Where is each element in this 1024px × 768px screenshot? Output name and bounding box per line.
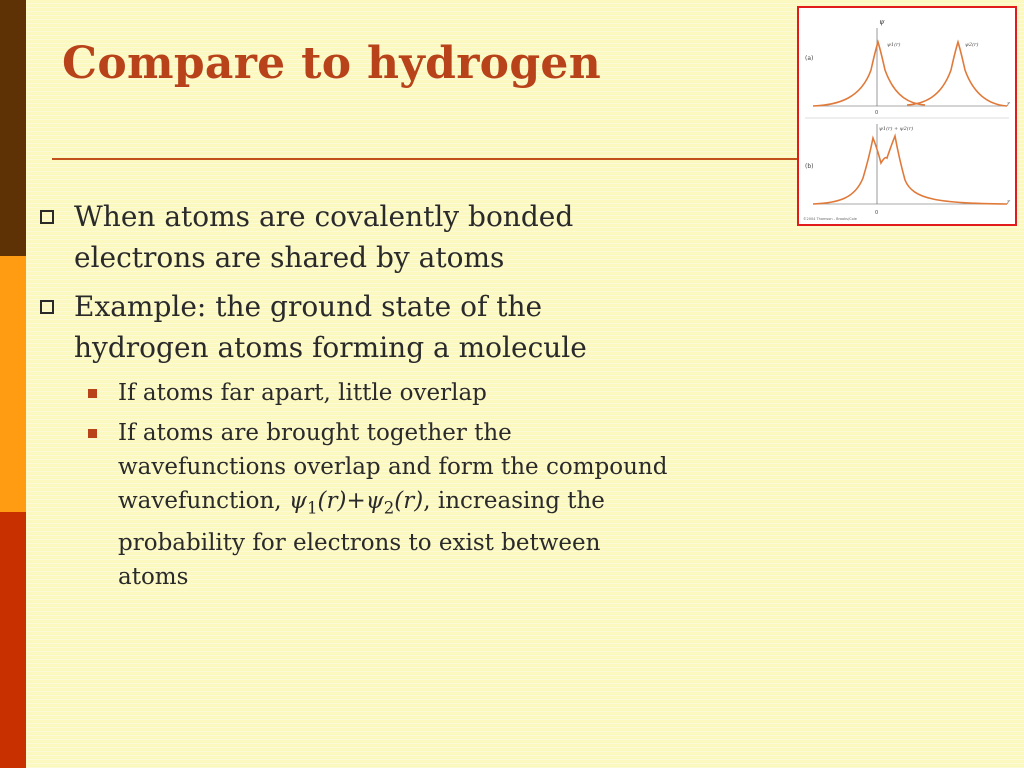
slide-title: Compare to hydrogen (62, 38, 601, 89)
bullet-list (38, 196, 678, 600)
sub-bullet-item (118, 376, 678, 410)
sum-label: ψ1(r) + ψ2(r) (879, 126, 914, 132)
psi1-argument: (r) (317, 488, 347, 514)
sub-bullet-text: If atoms far apart, little overlap (118, 380, 487, 406)
side-bar-middle (0, 256, 26, 512)
psi2-subscript: 2 (383, 498, 395, 518)
plus-sign: + (346, 488, 366, 514)
hollow-square-bullet-icon (40, 300, 54, 314)
psi2-curve (907, 42, 1007, 106)
panel-b-label: (b) (805, 163, 814, 170)
bullet-item (38, 196, 678, 278)
psi1-label: ψ1(r) (887, 42, 901, 48)
sub-bullet-item (118, 416, 678, 594)
filled-square-bullet-icon (88, 389, 97, 398)
wavefunction-diagram (799, 8, 1015, 224)
psi2-argument: (r) (394, 488, 424, 514)
sum-curve (813, 136, 1007, 204)
panel-a-origin: 0 (875, 110, 879, 116)
panel-a-label: (a) (805, 55, 814, 62)
bullet-text: When atoms are covalently bonded electrons are shared by atoms (74, 200, 574, 274)
panel-a-y-label: ψ (879, 18, 885, 26)
hollow-square-bullet-icon (40, 210, 54, 224)
psi2-label: ψ2(r) (965, 42, 979, 48)
bullet-item (38, 286, 678, 368)
sub-bullet-text-before: If atoms are brought together the wavefunctions overlap and form the compound wavefunction, (118, 420, 668, 514)
title-underline (52, 158, 812, 160)
sub-bullet-text-after: , increasing the probability for electrons to exist between atoms (118, 488, 605, 590)
filled-square-bullet-icon (88, 429, 97, 438)
panel-a-x-label: r (1007, 101, 1010, 108)
side-bar-top (0, 0, 26, 256)
panel-b-origin: 0 (875, 210, 879, 216)
figure-credit: ©2004 Thomson - Brooks/Cole (803, 217, 857, 221)
panel-b-x-label: r (1007, 199, 1010, 206)
psi1-curve (813, 42, 925, 106)
psi1-symbol: ψ (288, 488, 307, 514)
wavefunction-figure (797, 6, 1017, 226)
side-bar-bottom (0, 512, 26, 768)
psi1-subscript: 1 (306, 498, 318, 518)
bullet-text: Example: the ground state of the hydrogen atoms forming a molecule (74, 290, 587, 364)
psi2-symbol: ψ (365, 488, 384, 514)
